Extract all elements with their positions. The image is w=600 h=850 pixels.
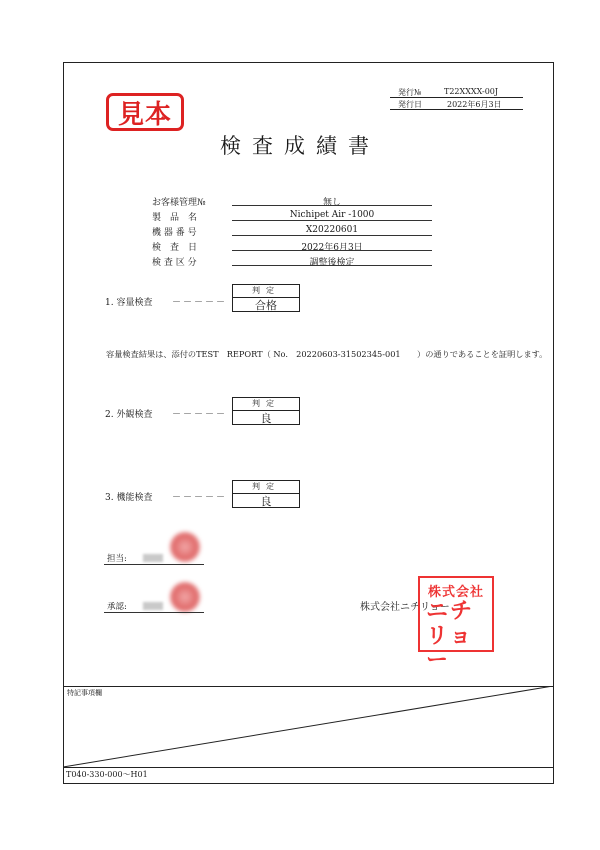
judge-value-volume: 合格: [255, 299, 277, 312]
info-value-category: 調整後検定: [309, 258, 355, 268]
issue-date-underline: [390, 109, 523, 110]
judge-value-appearance: 良: [260, 412, 272, 425]
info-label-category: 検 査 区 分: [152, 258, 197, 268]
info-value-date: 2022年6月3日: [301, 243, 363, 253]
info-underline: [232, 205, 432, 206]
judge-value-function: 良: [260, 495, 272, 508]
info-label-customer-no: お客様管理№: [152, 198, 206, 208]
info-underline: [232, 235, 432, 236]
section-function-dashes: －－－－－: [172, 493, 228, 503]
info-underline: [232, 250, 432, 251]
issue-date-value: 2022年6月3日: [447, 100, 502, 109]
form-code: T040-330-000～H01: [66, 770, 148, 779]
redacted-name: [143, 554, 163, 562]
redacted-name: [143, 602, 163, 610]
issue-no-label: 発行№: [398, 88, 422, 97]
redacted-seal: [170, 532, 200, 562]
page-title: 検査成績書: [220, 134, 380, 158]
section-volume-label: 1. 容量検査: [105, 298, 153, 308]
info-label-serial: 機 器 番 号: [152, 228, 197, 238]
section-appearance-dashes: －－－－－: [172, 410, 228, 420]
judge-head: 判定: [233, 398, 299, 411]
remarks-label: 特記事項欄: [67, 689, 102, 697]
info-value-customer-no: 無し: [322, 198, 341, 208]
judge-head: 判定: [233, 285, 299, 298]
info-underline: [232, 220, 432, 221]
company-name: 株式会社ニチリョー: [360, 602, 450, 613]
person-in-charge-label: 担当:: [107, 554, 127, 564]
judge-box-volume: [232, 284, 300, 312]
issue-no-underline: [390, 97, 523, 98]
judge-box-appearance: [232, 397, 300, 425]
issue-no-value: T22XXXX-00J: [444, 87, 499, 96]
judge-box-function: [232, 480, 300, 508]
section-appearance-label: 2. 外観検査: [105, 410, 153, 420]
info-value-serial: X20220601: [305, 225, 359, 235]
section-function-label: 3. 機能検査: [105, 493, 153, 503]
approver-label: 承認:: [107, 602, 127, 612]
info-value-product: Nichipet Air -1000: [289, 210, 375, 220]
issue-date-label: 発行日: [398, 100, 422, 109]
company-seal: 株式会社 ニチ リョー: [418, 576, 494, 652]
info-label-date: 検 査 日: [152, 243, 198, 253]
info-underline: [232, 265, 432, 266]
signature-line: [104, 612, 204, 613]
judge-head: 判定: [233, 481, 299, 494]
redacted-seal: [170, 582, 200, 612]
signature-line: [104, 564, 204, 565]
document-frame: [63, 62, 554, 784]
sample-stamp: 見本: [106, 93, 184, 131]
remarks-strike-diagonal: [63, 686, 553, 768]
info-label-product: 製 品 名: [152, 213, 198, 223]
section-volume-dashes: －－－－－: [172, 298, 228, 308]
certification-statement: 容量検査結果は、添付のTEST REPORT（ No. 20220603-31502345-001 ）の通りであることを証明します。: [106, 349, 548, 359]
remarks-bottom-border: [63, 767, 553, 768]
